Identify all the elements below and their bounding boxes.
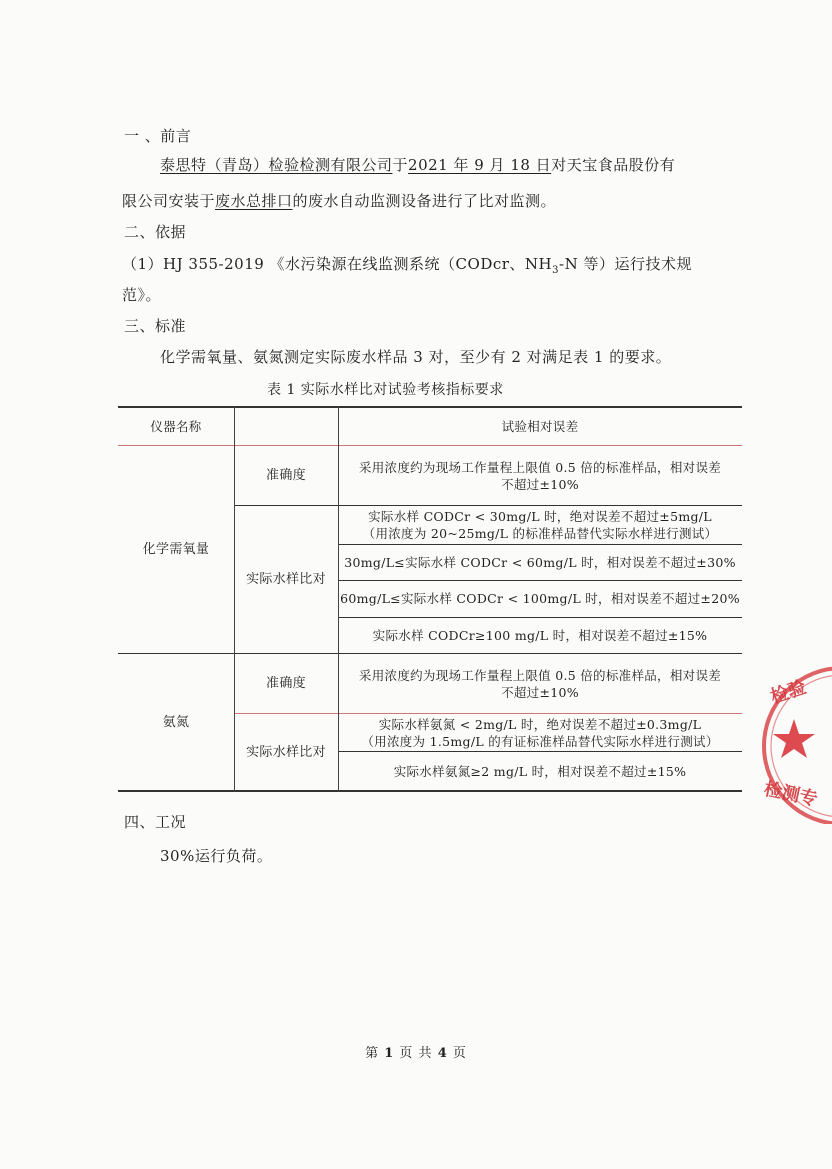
section-heading-basis: 二、依据 (124, 223, 187, 241)
requirement-text: 实际水样氨氮 < 2mg/L 时，绝对误差不超过±0.3mg/L (378, 716, 702, 732)
conditions-body: 30%运行负荷。 (160, 847, 273, 865)
requirement-text: （用浓度为 20~25mg/L 的标准样品替代实际水样进行测试） (362, 525, 718, 541)
compare-label: 实际水样比对 (246, 571, 326, 587)
preface-text: 于 (392, 156, 409, 174)
ammonia-compare-row (338, 714, 742, 751)
ammonia-compare-row: 实际水样氨氮≥2 mg/L 时，相对误差不超过±15% (393, 763, 687, 779)
monitoring-date: 2021 年 9 月 18 日 (408, 156, 552, 174)
compare-label: 实际水样比对 (246, 744, 326, 760)
page-number: 1 (384, 1046, 395, 1061)
section-heading-conditions: 四、工况 (124, 813, 187, 831)
requirement-text: 采用浓度约为现场工作量程上限值 0.5 倍的标准样品，相对误差 (358, 459, 722, 475)
preface-line-2 (122, 191, 556, 211)
official-seal (762, 664, 832, 824)
accuracy-label: 准确度 (266, 468, 306, 483)
requirement-text: 不超过±10% (501, 476, 579, 492)
footer-text: 第 (365, 1046, 380, 1061)
requirements-table (118, 406, 742, 792)
company-name: 泰思特（青岛）检验检测有限公司 (160, 156, 393, 174)
page-footer (0, 1042, 832, 1061)
preface-text: 对天宝食品股份有 (551, 156, 676, 174)
instrument-ammonia: 氨氮 (162, 714, 190, 730)
footer-text: 页 共 (399, 1046, 433, 1061)
basis-line-1 (122, 254, 692, 281)
requirement-text: 采用浓度约为现场工作量程上限值 0.5 倍的标准样品，相对误差 (358, 667, 722, 683)
table-header-error: 试验相对误差 (501, 418, 579, 434)
seal-text-bottom: 检测专 (762, 778, 820, 811)
section-heading-preface: 一 、前言 (124, 127, 192, 145)
cod-accuracy-requirement (338, 446, 742, 505)
cod-compare-row: 实际水样 CODCr≥100 mg/L 时，相对误差不超过±15% (372, 627, 708, 643)
table-header-instrument: 仪器名称 (150, 418, 202, 434)
section-heading-standard: 三、标准 (124, 317, 187, 335)
basis-text: -N 等）运行技术规 (559, 255, 692, 273)
basis-line-2: 范》。 (122, 286, 162, 304)
standard-body: 化学需氧量、氨氮测定实际废水样品 3 对，至少有 2 对满足表 1 的要求。 (160, 348, 672, 366)
table-caption: 表 1 实际水样比对试验考核指标要求 (267, 382, 504, 398)
ammonia-accuracy-requirement (338, 654, 742, 713)
requirement-text: 实际水样 CODCr < 30mg/L 时，绝对误差不超过±5mg/L (368, 508, 712, 524)
cod-compare-row (338, 505, 742, 544)
cod-compare-row: 30mg/L≤实际水样 CODCr < 60mg/L 时，相对误差不超过±30% (344, 554, 736, 570)
seal-text-top: 检验 (768, 676, 809, 708)
page-total: 4 (437, 1046, 448, 1061)
preface-text: 限公司安装于 (122, 192, 216, 210)
cod-compare-row: 60mg/L≤实际水样 CODCr < 100mg/L 时，相对误差不超过±20% (340, 591, 740, 606)
preface-line-1 (160, 155, 675, 175)
footer-text: 页 (452, 1046, 467, 1061)
accuracy-label: 准确度 (266, 676, 306, 691)
requirement-text: 不超过±10% (501, 684, 579, 700)
subscript: 3 (552, 265, 560, 276)
basis-text: （1）HJ 355-2019 《水污染源在线监测系统（CODcr、NH (122, 255, 553, 273)
outlet-location: 废水总排口 (215, 192, 293, 210)
instrument-cod: 化学需氧量 (142, 542, 210, 557)
preface-text: 的废水自动监测设备进行了比对监测。 (292, 192, 557, 210)
requirement-text: （用浓度为 1.5mg/L 的有证标准样品替代实际水样进行测试） (361, 733, 719, 749)
